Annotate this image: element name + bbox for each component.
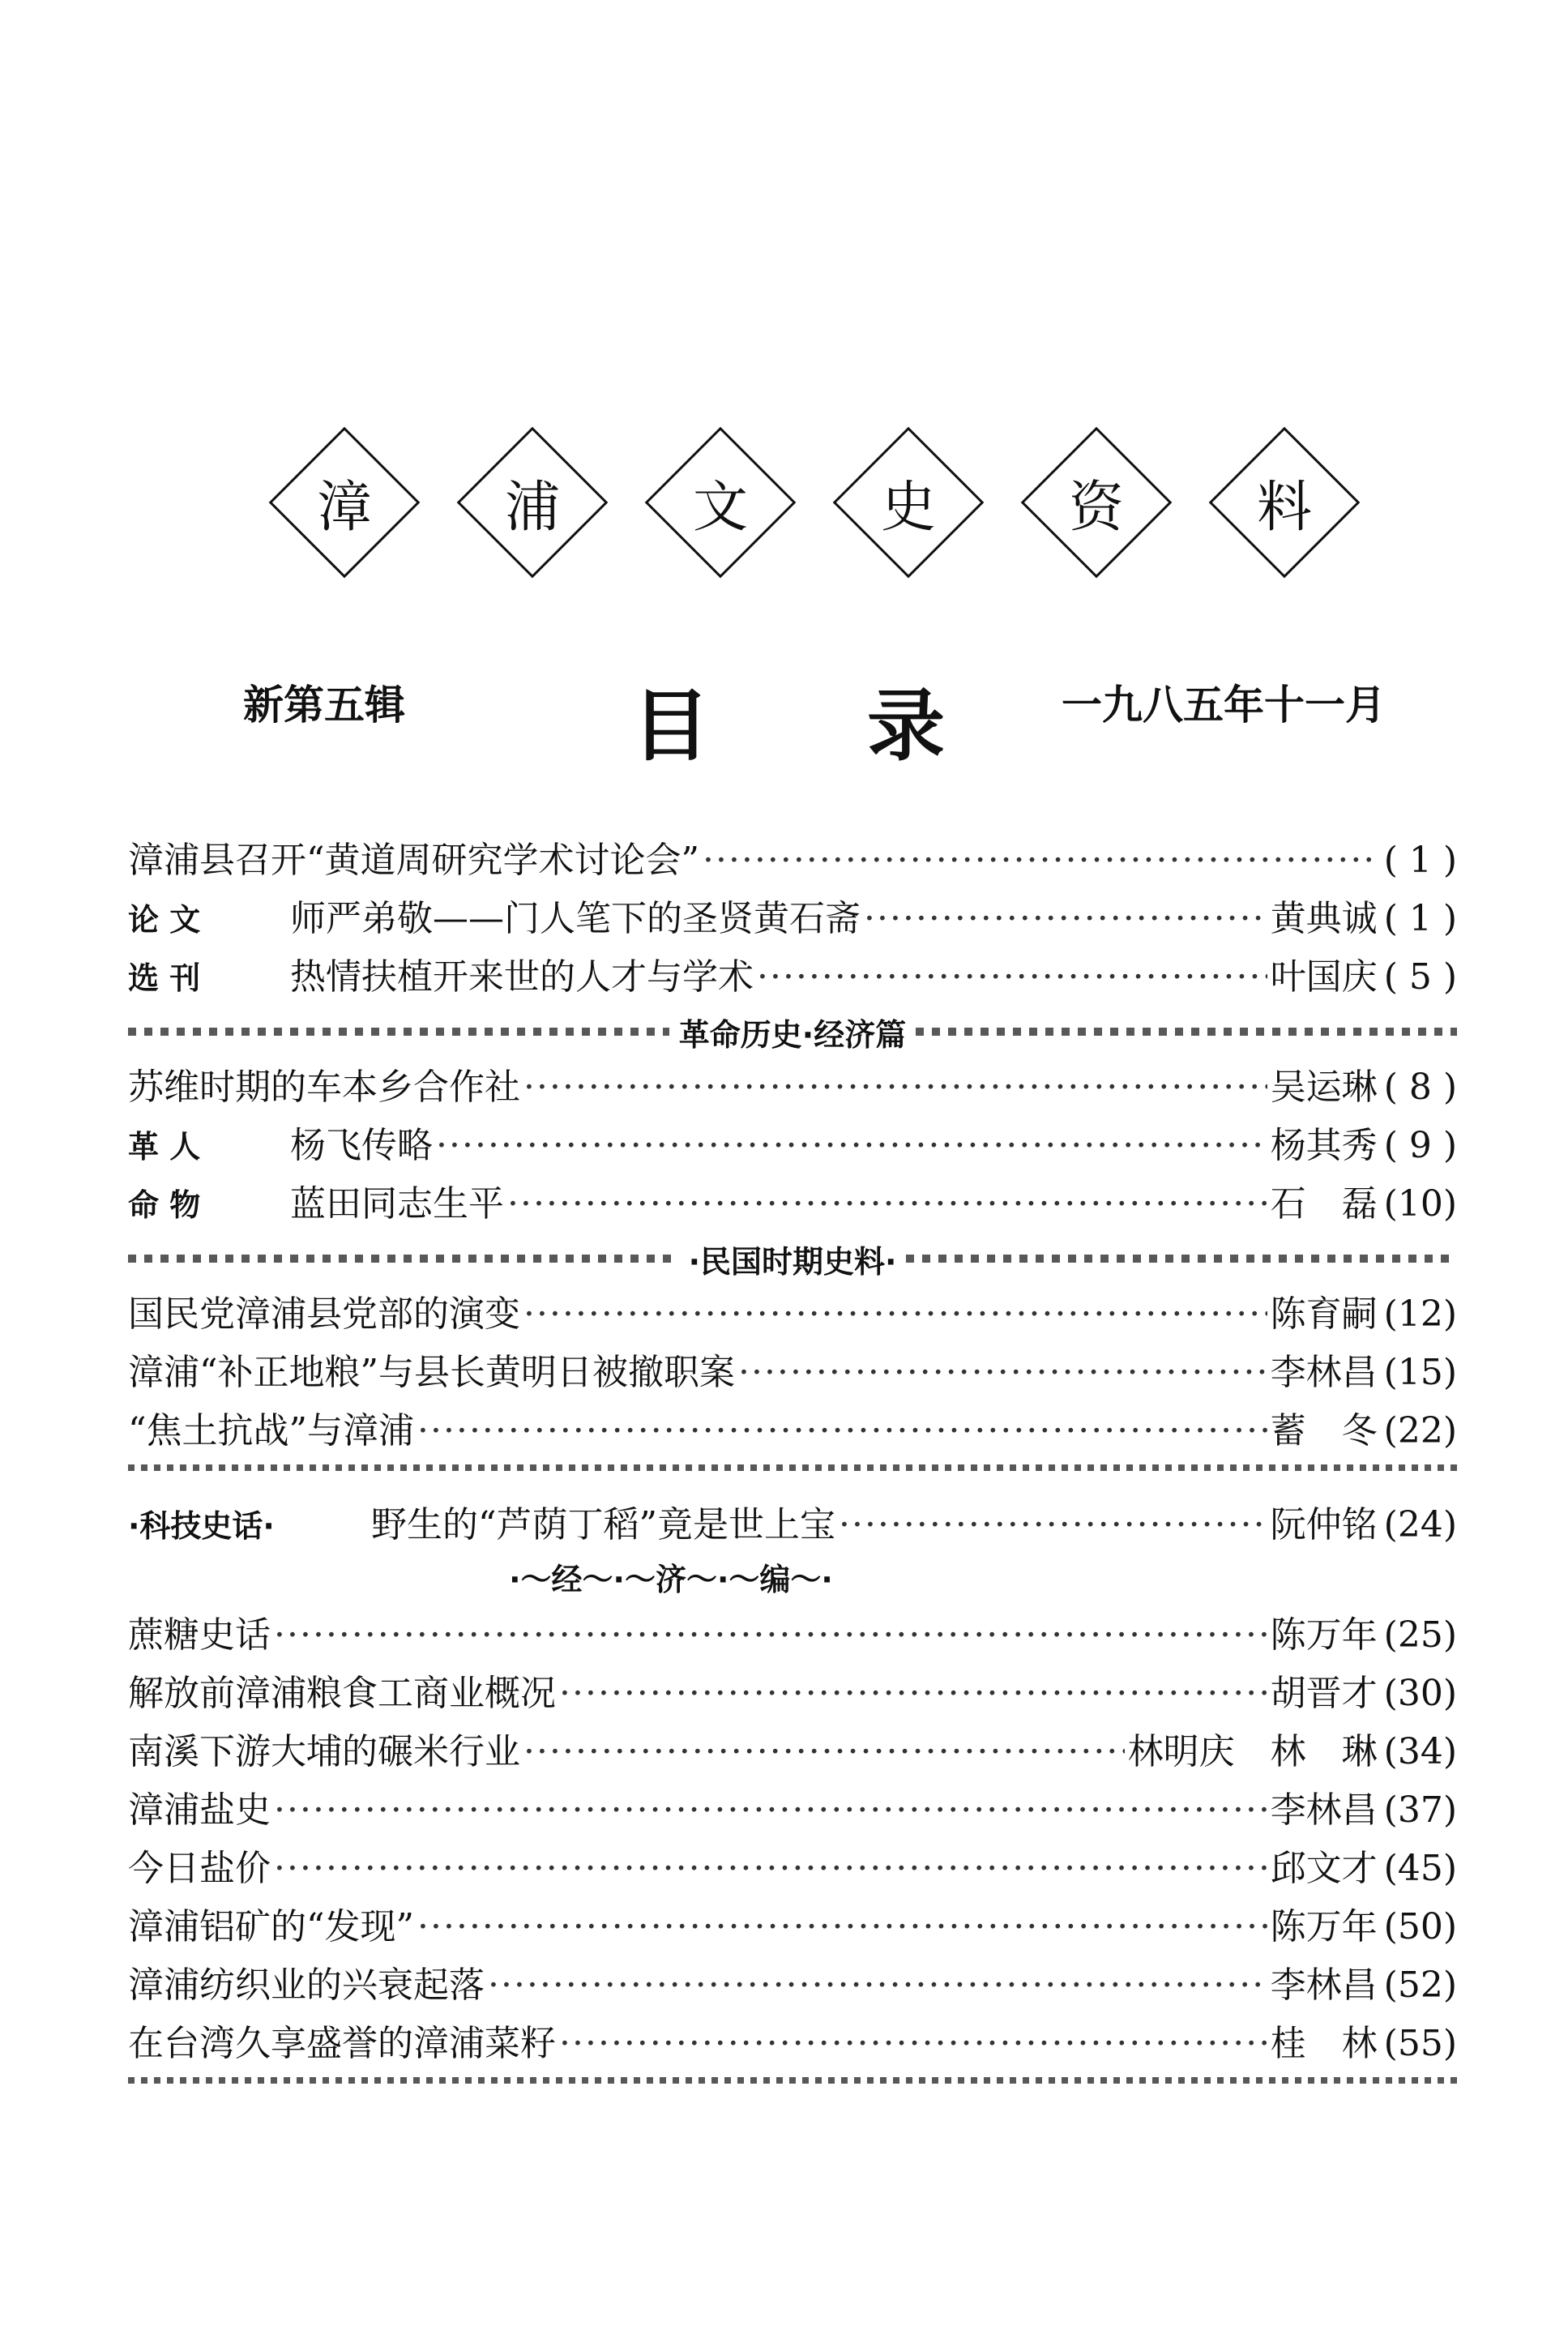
entry-author: 杨其秀 [1270, 1125, 1378, 1166]
entry-author: 黄典诚 [1270, 898, 1378, 939]
entry-author: 李林昌 [1270, 1789, 1378, 1831]
masthead-char-box [1203, 421, 1365, 584]
masthead-char-box [263, 421, 425, 584]
entry-title: 漳浦铝矿的“发现” [128, 1906, 414, 1947]
entry-title: 漳浦“补正地粮”与县长黄明日被撤职案 [128, 1352, 735, 1393]
toc-title-char: 目 [632, 681, 710, 772]
toc-entry[interactable] [128, 1343, 1457, 1401]
toc-entry[interactable] [128, 1722, 1457, 1781]
entry-title: 蓝田同志生平 [290, 1183, 504, 1225]
table-of-contents [128, 831, 1457, 2084]
dot-leader [436, 1125, 1267, 1166]
entry-page: (30) [1383, 1673, 1457, 1714]
entry-category: 革 人 [128, 1129, 201, 1165]
dot-leader [523, 1067, 1267, 1108]
dot-leader [559, 2023, 1267, 2064]
dot-leader [523, 1731, 1125, 1772]
entry-author: 吴运琳 [1270, 1067, 1378, 1108]
dot-leader [703, 840, 1374, 881]
entry-author: 叶国庆 [1270, 956, 1378, 998]
dot-leader [738, 1352, 1267, 1393]
entry-page: (24) [1383, 1504, 1457, 1545]
dot-leader [274, 1789, 1267, 1831]
dot-leader [274, 1614, 1267, 1656]
entry-title: 蔗糖史话 [128, 1614, 271, 1656]
dot-leader [839, 1504, 1267, 1545]
dot-leader [507, 1183, 1267, 1225]
entry-title: 漳浦盐史 [128, 1789, 271, 1831]
masthead-char-box [827, 421, 989, 584]
entry-page: (22) [1383, 1410, 1457, 1451]
entry-author: 陈万年 [1270, 1906, 1378, 1947]
masthead-char: 史 [880, 475, 936, 540]
section-divider [128, 1233, 1457, 1285]
entry-title: 野生的“芦荫丁稻”竟是世上宝 [371, 1504, 835, 1545]
entry-category: 选 刊 [128, 960, 201, 996]
section-divider [128, 1006, 1457, 1058]
dot-leader [274, 1848, 1267, 1889]
entry-title: 杨飞传略 [290, 1125, 433, 1166]
masthead-char-box [451, 421, 613, 584]
toc-title-char: 录 [867, 681, 945, 772]
toc-entry[interactable] [128, 1956, 1457, 2014]
toc-entry[interactable] [128, 1897, 1457, 1956]
masthead-char: 料 [1256, 475, 1312, 540]
entry-author: 李林昌 [1270, 1964, 1378, 2006]
entry-page: (15) [1383, 1352, 1457, 1393]
entry-author: 陈万年 [1270, 1614, 1378, 1656]
section-label: ·民国时期史料· [688, 1243, 897, 1280]
entry-author: 邱文才 [1270, 1848, 1378, 1889]
headline [0, 665, 1568, 772]
entry-page: (50) [1383, 1906, 1457, 1947]
toc-entry[interactable] [128, 1285, 1457, 1343]
entry-page: (25) [1383, 1614, 1457, 1656]
masthead [263, 421, 1365, 584]
dot-leader [559, 1673, 1267, 1714]
entry-page: ( 1 ) [1383, 840, 1457, 881]
entry-page: (12) [1383, 1293, 1457, 1335]
entry-page: (55) [1383, 2023, 1457, 2064]
entry-author: 林明庆 林 琳 [1127, 1731, 1378, 1772]
entry-page: ( 8 ) [1383, 1067, 1457, 1108]
entry-title: 苏维时期的车本乡合作社 [128, 1067, 520, 1108]
entry-category: ·科技史话· [128, 1508, 275, 1544]
publication-date: 一九八五年十一月 [1062, 682, 1386, 729]
entry-author: 陈育嗣 [1270, 1293, 1378, 1335]
section-divider [128, 2077, 1457, 2084]
toc-entry[interactable] [128, 1839, 1457, 1897]
entry-page: ( 5 ) [1383, 956, 1457, 998]
masthead-char: 浦 [504, 475, 560, 540]
dot-leader [417, 1410, 1267, 1451]
toc-entry[interactable] [128, 831, 1457, 889]
toc-entry[interactable] [128, 1058, 1457, 1116]
toc-entry[interactable] [128, 1664, 1457, 1722]
entry-title: 今日盐价 [128, 1848, 271, 1889]
entry-title: “焦土抗战”与漳浦 [128, 1410, 414, 1451]
entry-author: 胡晋才 [1270, 1673, 1378, 1714]
entry-page: (52) [1383, 1964, 1457, 2006]
entry-title: 漳浦县召开“黄道周研究学术讨论会” [128, 840, 699, 881]
section-label: 革命历史·经济篇 [678, 1016, 907, 1053]
entry-title: 师严弟敬——门人笔下的圣贤黄石斋 [290, 898, 861, 939]
toc-entry[interactable] [128, 2014, 1457, 2072]
dot-leader [864, 898, 1267, 939]
masthead-char-box [639, 421, 801, 584]
toc-entry[interactable] [128, 1605, 1457, 1664]
toc-entry[interactable] [128, 1116, 1457, 1174]
toc-entry[interactable] [128, 889, 1457, 947]
entry-title: 在台湾久享盛誉的漳浦菜籽 [128, 2023, 556, 2064]
entry-author: 石 磊 [1270, 1183, 1378, 1225]
section-divider [128, 1464, 1457, 1471]
toc-entry[interactable] [128, 1174, 1457, 1233]
entry-author: 桂 林 [1270, 2023, 1378, 2064]
dot-leader [488, 1964, 1267, 2006]
entry-title: 漳浦纺织业的兴衰起落 [128, 1964, 485, 2006]
toc-entry[interactable] [128, 1401, 1457, 1460]
entry-title: 解放前漳浦粮食工商业概况 [128, 1673, 556, 1714]
entry-author: 阮仲铭 [1270, 1504, 1378, 1545]
masthead-char: 资 [1068, 475, 1124, 540]
entry-page: (45) [1383, 1848, 1457, 1889]
entry-page: ( 9 ) [1383, 1125, 1457, 1166]
toc-entry[interactable] [128, 1781, 1457, 1839]
entry-page: (34) [1383, 1731, 1457, 1772]
dot-leader [417, 1906, 1267, 1947]
entry-title: 国民党漳浦县党部的演变 [128, 1293, 520, 1335]
entry-author: 蓄 冬 [1270, 1410, 1378, 1451]
entry-title: 热情扶植开来世的人才与学术 [290, 956, 754, 998]
masthead-char-box [1015, 421, 1177, 584]
toc-entry[interactable] [128, 1495, 1457, 1554]
entry-page: (10) [1383, 1183, 1457, 1225]
entry-author: 李林昌 [1270, 1352, 1378, 1393]
edition-label: 新第五辑 [243, 682, 405, 729]
toc-entry[interactable] [128, 947, 1457, 1006]
dot-leader [757, 956, 1267, 998]
masthead-char: 漳 [316, 475, 372, 540]
entry-title: 南溪下游大埔的碾米行业 [128, 1731, 520, 1772]
section-label: ·～经～·～济～·～编～· [509, 1562, 833, 1597]
entry-category: 命 物 [128, 1187, 201, 1223]
entry-page: (37) [1383, 1789, 1457, 1831]
masthead-char: 文 [692, 475, 748, 540]
dot-leader [523, 1293, 1267, 1335]
entry-page: ( 1 ) [1383, 898, 1457, 939]
entry-category: 论 文 [128, 902, 201, 938]
